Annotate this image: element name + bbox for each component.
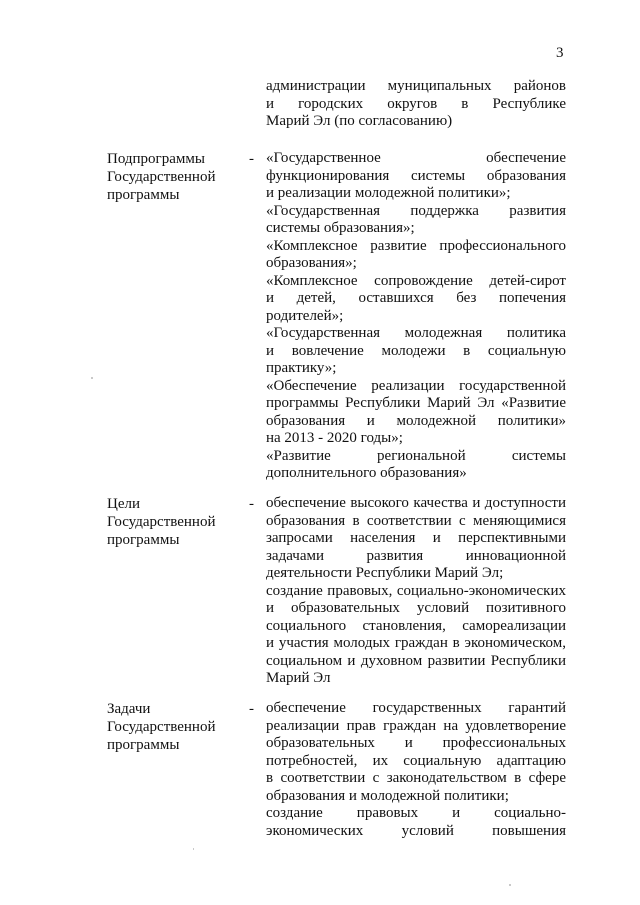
section-label: [107, 700, 237, 754]
section-label-line: программы: [107, 532, 180, 548]
content-line: Марий Эл: [266, 670, 331, 686]
content-line: «Комплексное сопровождение детей-сирот: [266, 272, 566, 289]
content-line: образования»;: [266, 255, 357, 271]
section-label-line: Государственной: [107, 514, 216, 530]
section-label-line: Цели: [107, 496, 141, 512]
content-line: и детей, оставшихся без попечения: [266, 290, 566, 306]
section-label: [107, 495, 237, 549]
content-line: системы образования»;: [266, 220, 415, 236]
content-line: и вовлечение молодежи в социальную: [266, 342, 566, 359]
content-line: деятельности Республики Марий Эл;: [266, 565, 504, 581]
content-line: образования и молодежной политики»: [266, 412, 566, 429]
section-label-line: Государственной: [107, 169, 216, 185]
section-content: [266, 495, 566, 688]
content-line: и реализации молодежной политики»;: [266, 185, 511, 201]
scan-speck: [91, 377, 93, 379]
content-line: функционирования системы образования: [266, 167, 566, 184]
intro-block: [266, 78, 566, 131]
content-line: задачами развития инновационной: [266, 547, 566, 564]
page-number: 3: [556, 45, 564, 61]
content-line: «Обеспечение реализации государственной: [266, 377, 566, 394]
section-content: [266, 700, 566, 840]
content-line: реализации прав граждан на удовлетворение: [266, 717, 566, 734]
content-line: образования в соответствии с меняющимися: [266, 512, 566, 529]
section-label-line: программы: [107, 737, 180, 753]
content-line: обеспечение государственных гарантий: [266, 700, 566, 716]
section-label-line: Государственной: [107, 719, 216, 735]
section-content: [266, 150, 566, 483]
section-dash: -: [249, 701, 254, 717]
content-line: запросами населения и перспективными: [266, 530, 566, 546]
content-line: создание правовых, социально-экономических: [266, 582, 566, 599]
content-line: в соответствии с законодательством в сфере: [266, 770, 566, 786]
content-line: родителей»;: [266, 307, 344, 324]
content-line: создание правовых и социально-: [266, 805, 566, 821]
content-line: образования и молодежной политики;: [266, 787, 509, 804]
section-label: [107, 150, 237, 204]
content-line: потребностей, их социальную адаптацию: [266, 752, 566, 769]
content-line: и участия молодых граждан в экономическом,: [266, 635, 566, 651]
content-line: обеспечение высокого качества и доступности: [266, 495, 566, 511]
section-label-line: программы: [107, 187, 180, 203]
content-line: на 2013 - 2020 годы»;: [266, 430, 403, 446]
content-line: «Комплексное развитие профессионального: [266, 237, 566, 254]
intro-line: и городских округов в Республике: [266, 95, 566, 112]
content-line: «Развитие региональной системы: [266, 447, 566, 464]
section-dash: -: [249, 496, 254, 512]
content-line: «Государственное обеспечение: [266, 150, 566, 166]
content-line: и образовательных условий позитивного: [266, 600, 566, 616]
content-line: программы Республики Марий Эл «Развитие: [266, 395, 566, 411]
content-line: социальном и духовном развитии Республики: [266, 652, 566, 669]
content-line: практику»;: [266, 360, 337, 376]
content-line: экономических условий повышения: [266, 822, 566, 839]
section-label-line: Подпрограммы: [107, 151, 205, 167]
intro-line: администрации муниципальных районов: [266, 78, 566, 94]
content-line: «Государственная молодежная политика: [266, 325, 566, 341]
intro-line: Марий Эл (по согласованию): [266, 113, 453, 129]
section-label-line: Задачи: [107, 701, 151, 717]
content-line: дополнительного образования»: [266, 465, 467, 481]
scan-speck: [193, 848, 194, 850]
content-line: образовательных и профессиональных: [266, 735, 566, 751]
section-dash: -: [249, 151, 254, 167]
content-line: социального становления, самореализации: [266, 617, 566, 634]
content-line: «Государственная поддержка развития: [266, 202, 566, 219]
scan-speck: [509, 884, 511, 886]
